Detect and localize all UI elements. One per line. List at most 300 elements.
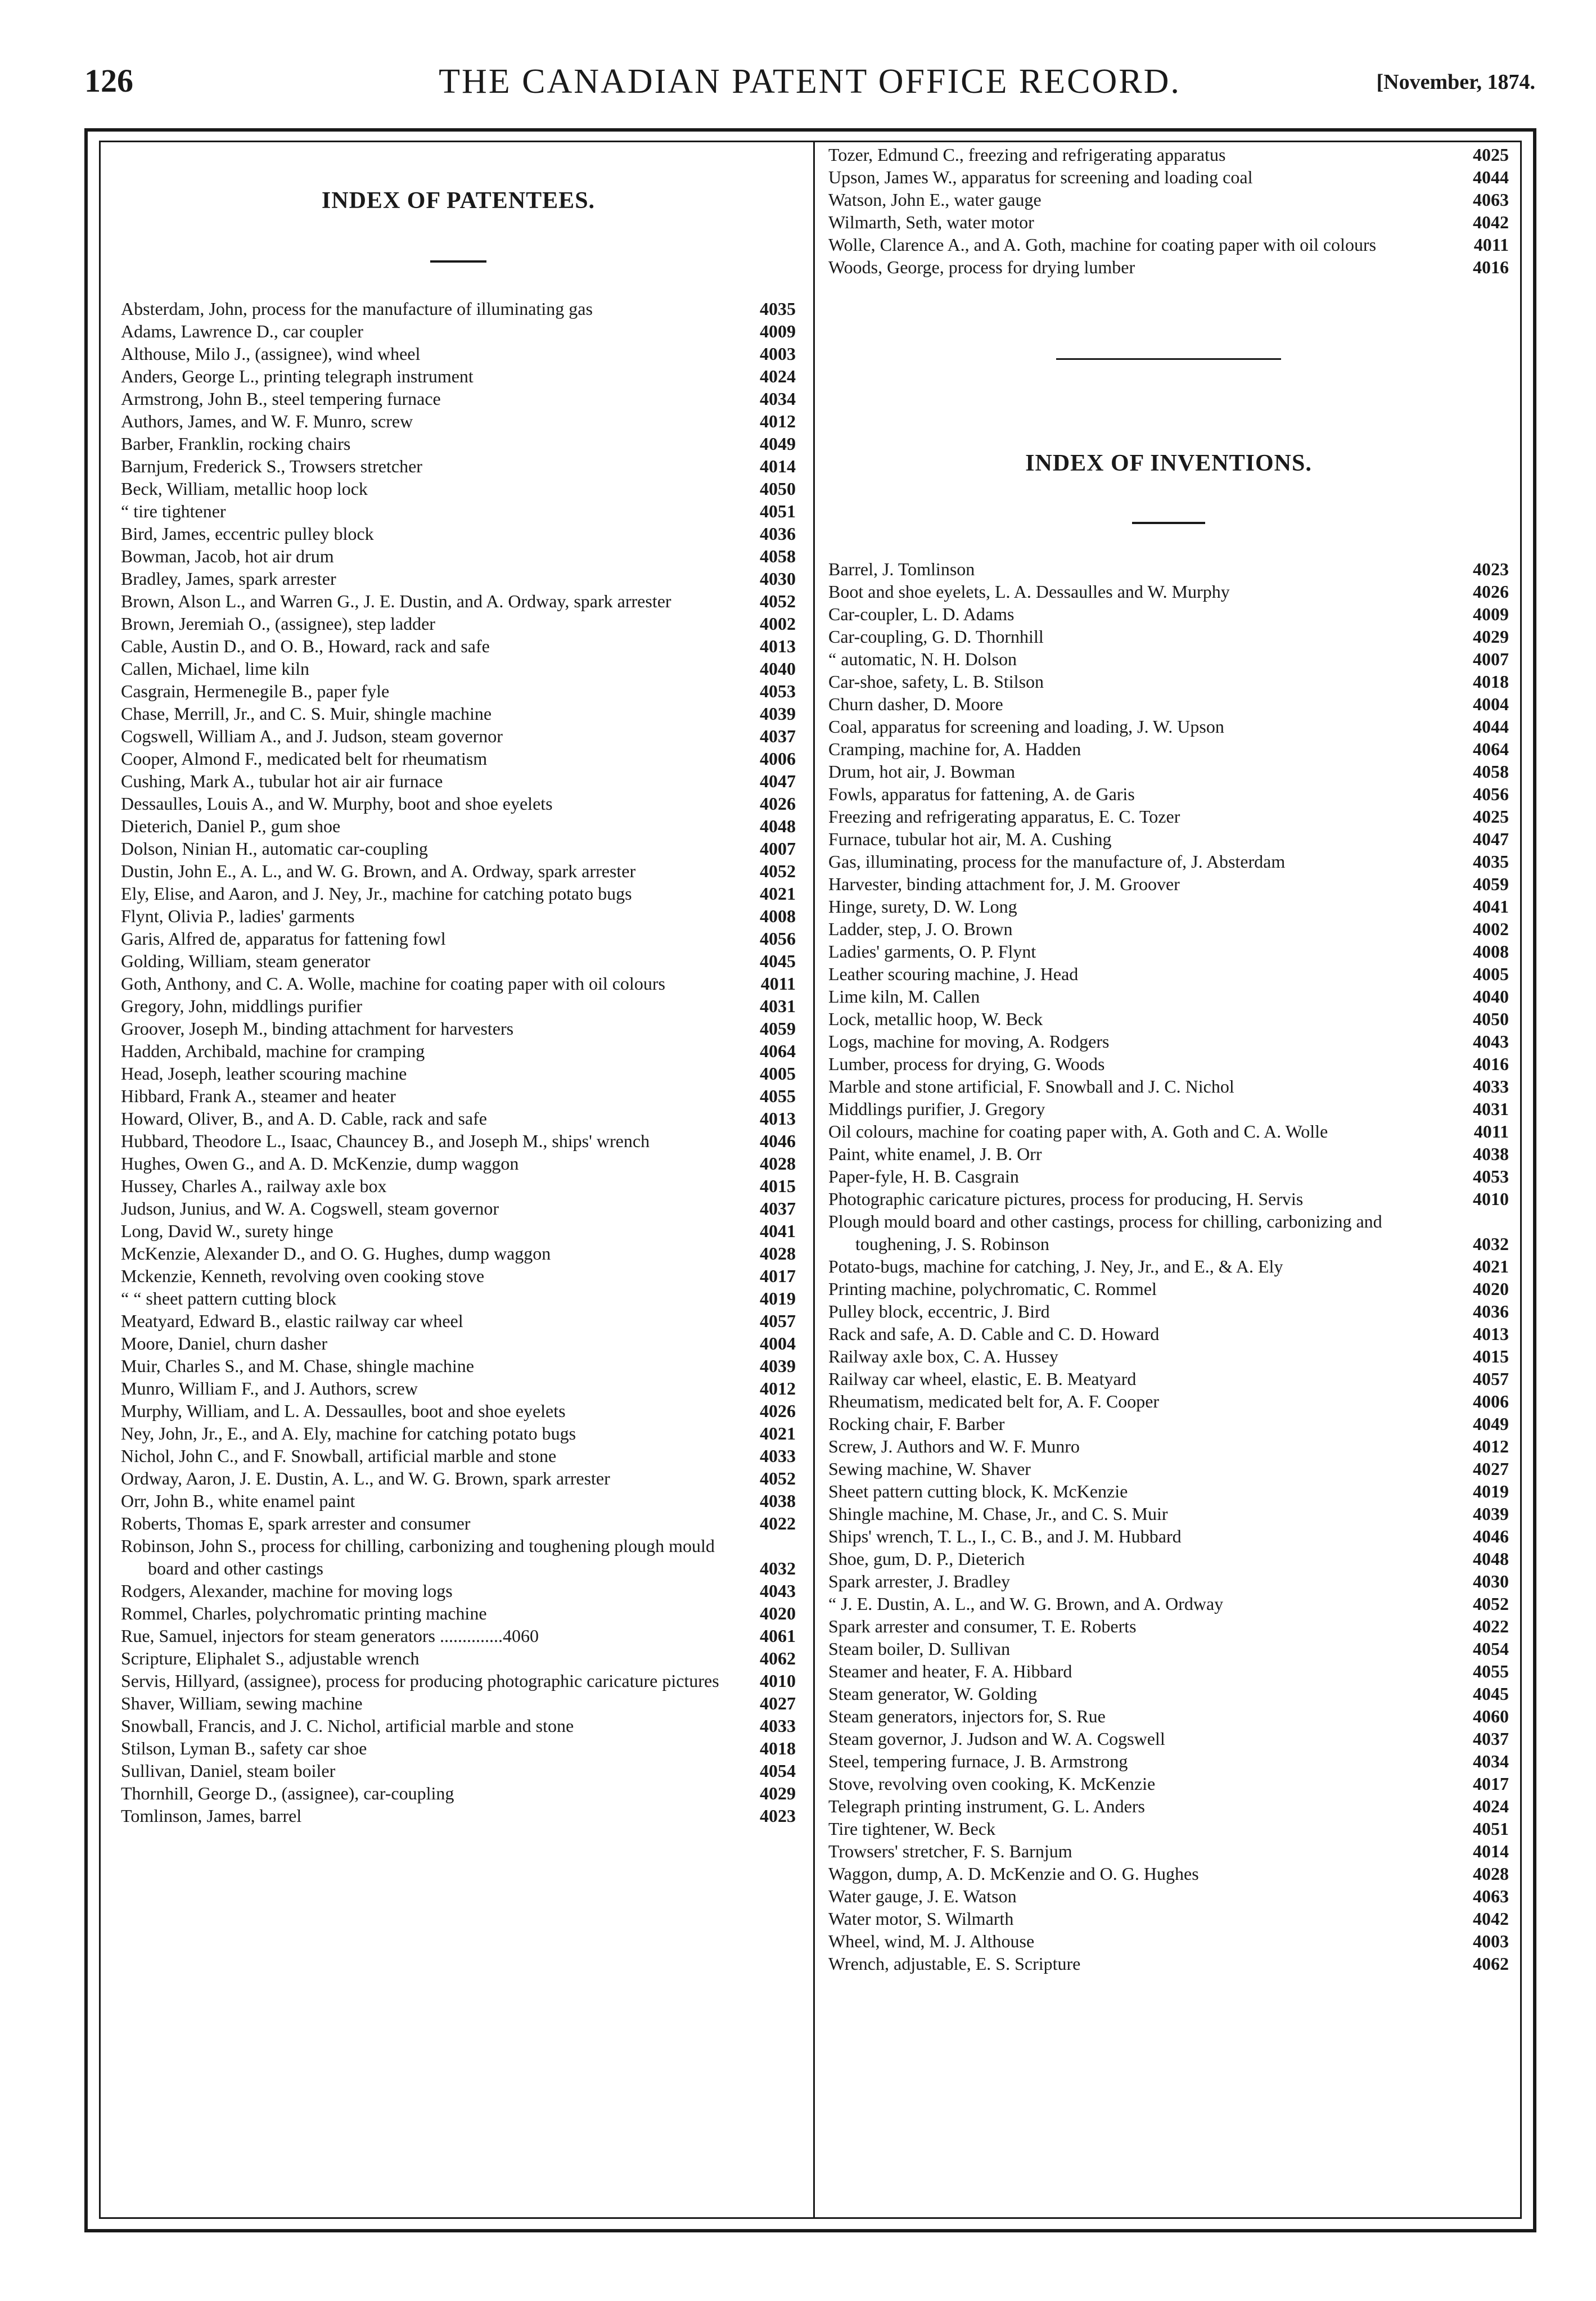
index-entry [121, 455, 796, 477]
entry-text: Munro, William F., and J. Authors, screw [121, 1378, 418, 1398]
index-entry [828, 1907, 1509, 1930]
entry-number: 4037 [760, 726, 796, 746]
index-entry [121, 1490, 796, 1512]
entry-text: Water motor, S. Wilmarth [828, 1909, 1014, 1929]
entry-number: 4023 [1473, 559, 1509, 579]
index-entry [828, 1503, 1509, 1525]
entry-number: 4031 [1473, 1099, 1509, 1119]
index-entry [828, 1390, 1509, 1413]
entry-text: Watson, John E., water gauge [828, 190, 1042, 210]
entry-number: 4030 [1473, 1571, 1509, 1591]
entry-number: 4022 [760, 1513, 796, 1533]
entry-text: Tomlinson, James, barrel [121, 1806, 302, 1826]
entry-number: 4053 [1473, 1166, 1509, 1186]
entry-number: 4058 [760, 546, 796, 566]
index-entry [828, 648, 1509, 670]
inventions-list [828, 558, 1509, 1975]
entry-text: Steam generator, W. Golding [828, 1684, 1038, 1704]
entry-text: Screw, J. Authors and W. F. Munro [828, 1436, 1080, 1456]
entry-text: Hibbard, Frank A., steamer and heater [121, 1086, 396, 1106]
entry-text: Rheumatism, medicated belt for, A. F. Cooper [828, 1391, 1160, 1411]
index-entry [121, 1602, 796, 1625]
index-entry [828, 233, 1509, 256]
entry-number: 4016 [1473, 1054, 1509, 1074]
index-entry [121, 972, 796, 995]
entry-text: Spark arrester and consumer, T. E. Roberts [828, 1616, 1137, 1636]
index-entry [121, 1535, 796, 1580]
entry-text: Ships' wrench, T. L., I., C. B., and J. M. Hubbard [828, 1526, 1182, 1546]
index-entry [828, 1750, 1509, 1772]
entry-text: Steam governor, J. Judson and W. A. Cogswell [828, 1729, 1165, 1749]
entry-text: Callen, Michael, lime kiln [121, 658, 310, 679]
index-entry [121, 1242, 796, 1265]
entry-text: Althouse, Milo J., (assignee), wind wheel [121, 344, 421, 364]
index-entry [828, 1120, 1509, 1143]
entry-text: Tozer, Edmund C., freezing and refrigerating apparatus [828, 145, 1226, 165]
entry-text: Barrel, J. Tomlinson [828, 559, 975, 579]
entry-number: 4036 [1473, 1301, 1509, 1321]
entry-text: Anders, George L., printing telegraph instrument [121, 366, 474, 386]
entry-number: 4024 [1473, 1796, 1509, 1816]
entry-number: 4032 [760, 1558, 796, 1578]
index-entry [828, 1210, 1509, 1255]
entry-text: “ automatic, N. H. Dolson [828, 649, 1017, 669]
entry-text: Dessaulles, Louis A., and W. Murphy, boot and shoe eyelets [121, 793, 553, 814]
entry-text: Rack and safe, A. D. Cable and C. D. Howard [828, 1324, 1160, 1344]
title-dash [430, 260, 486, 263]
right-column [828, 142, 1509, 1975]
entry-text: Stilson, Lyman B., safety car shoe [121, 1738, 367, 1758]
entry-text: Dustin, John E., A. L., and W. G. Brown, and A. Ordway, spark arrester [121, 861, 636, 881]
entry-number: 4034 [1473, 1751, 1509, 1771]
entry-number: 4039 [760, 1356, 796, 1376]
entry-number: 4044 [1473, 716, 1509, 737]
section-rule [1056, 358, 1281, 360]
entry-number: 4010 [760, 1671, 796, 1691]
entry-text: Steam boiler, D. Sullivan [828, 1639, 1011, 1659]
page-number: 126 [84, 62, 133, 99]
entry-number: 4037 [760, 1198, 796, 1219]
entry-number: 4017 [760, 1266, 796, 1286]
entry-text: Brown, Alson L., and Warren G., J. E. Dustin, and A. Ordway, spark arrester [121, 591, 671, 611]
entry-number: 4021 [1473, 1256, 1509, 1276]
index-entry [121, 657, 796, 680]
index-entry [828, 1840, 1509, 1862]
index-entry [121, 1085, 796, 1107]
index-entry [121, 1175, 796, 1197]
entry-text: Goth, Anthony, and C. A. Wolle, machine for coating paper with oil colours [121, 973, 665, 994]
index-entry [121, 1062, 796, 1085]
entry-text: Groover, Joseph M., binding attachment for harvesters [121, 1018, 514, 1039]
entry-text: Rodgers, Alexander, machine for moving logs [121, 1581, 453, 1601]
index-entry [121, 837, 796, 860]
index-entry [828, 1323, 1509, 1345]
entry-number: 4020 [760, 1603, 796, 1623]
entry-text: Bradley, James, spark arrester [121, 569, 336, 589]
entry-text: Middlings purifier, J. Gregory [828, 1099, 1045, 1119]
entry-text: Ladies' garments, O. P. Flynt [828, 941, 1036, 962]
entry-number: 4040 [760, 658, 796, 679]
index-entry [121, 1107, 796, 1130]
entry-number: 4048 [760, 816, 796, 836]
index-entry [121, 477, 796, 500]
entry-text: Cushing, Mark A., tubular hot air air furnace [121, 771, 443, 791]
entry-text: Coal, apparatus for screening and loading, J. W. Upson [828, 716, 1224, 737]
entry-text: Marble and stone artificial, F. Snowball and J. C. Nichol [828, 1076, 1234, 1097]
entry-number: 4054 [1473, 1639, 1509, 1659]
entry-text: Hinge, surety, D. W. Long [828, 896, 1017, 917]
index-entry [121, 1580, 796, 1602]
entry-number: 4019 [760, 1288, 796, 1309]
index-entry [828, 211, 1509, 233]
entry-number: 4024 [760, 366, 796, 386]
entry-number: 4007 [760, 838, 796, 859]
entry-text: Car-shoe, safety, L. B. Stilson [828, 671, 1044, 692]
index-entry [828, 1300, 1509, 1323]
entry-text: Railway axle box, C. A. Hussey [828, 1346, 1058, 1366]
index-entry [121, 995, 796, 1017]
index-entry [828, 940, 1509, 963]
index-entry [828, 1053, 1509, 1075]
index-entry [121, 725, 796, 747]
index-entry [828, 580, 1509, 603]
entry-number: 4022 [1473, 1616, 1509, 1636]
index-entry [828, 1592, 1509, 1615]
entry-number: 4056 [1473, 784, 1509, 804]
entry-text: Boot and shoe eyelets, L. A. Dessaulles and W. Murphy [828, 581, 1230, 602]
left-column [121, 142, 796, 1827]
entry-number: 4005 [1473, 964, 1509, 984]
entry-number: 4063 [1473, 1886, 1509, 1906]
entry-number: 4052 [1473, 1594, 1509, 1614]
entry-number: 4060 [1473, 1706, 1509, 1726]
entry-number: 4049 [1473, 1414, 1509, 1434]
entry-number: 4050 [1473, 1009, 1509, 1029]
index-entry [828, 1075, 1509, 1098]
entry-number: 4002 [1473, 919, 1509, 939]
entry-number: 4034 [760, 389, 796, 409]
inventions-title: INDEX OF INVENTIONS. [1025, 450, 1312, 476]
index-entry [121, 1422, 796, 1445]
entry-number: 4047 [760, 771, 796, 791]
entry-number: 4021 [760, 1423, 796, 1443]
entry-number: 4028 [760, 1243, 796, 1264]
entry-text: Paint, white enamel, J. B. Orr [828, 1144, 1042, 1164]
index-entry [121, 1017, 796, 1040]
index-entry [121, 590, 796, 612]
entry-number: 4033 [760, 1446, 796, 1466]
entry-text: Roberts, Thomas E, spark arrester and consumer [121, 1513, 471, 1533]
entry-text: Trowsers' stretcher, F. S. Barnjum [828, 1841, 1072, 1861]
index-entry [828, 603, 1509, 625]
entry-text: Armstrong, John B., steel tempering furnace [121, 389, 441, 409]
index-entry [828, 1952, 1509, 1975]
entry-number: 4055 [760, 1086, 796, 1106]
entry-text: Judson, Junius, and W. A. Cogswell, steam governor [121, 1198, 499, 1219]
index-entry [121, 522, 796, 545]
patentees-continued-list [828, 143, 1509, 278]
entry-number: 4033 [1473, 1076, 1509, 1097]
entry-text: Ordway, Aaron, J. E. Dustin, A. L., and W. G. Brown, spark arrester [121, 1468, 610, 1488]
index-entry [828, 760, 1509, 783]
index-entry [828, 625, 1509, 648]
entry-number: 4015 [1473, 1346, 1509, 1366]
entry-text: Sullivan, Daniel, steam boiler [121, 1761, 336, 1781]
entry-text: Orr, John B., white enamel paint [121, 1491, 355, 1511]
entry-text: Long, David W., surety hinge [121, 1221, 333, 1241]
entry-text: Ely, Elise, and Aaron, and J. Ney, Jr., machine for catching potato bugs [121, 883, 632, 904]
index-entry [121, 1737, 796, 1759]
index-entry [121, 1220, 796, 1242]
index-entry [121, 1197, 796, 1220]
entry-number: 4041 [1473, 896, 1509, 917]
entry-number: 4031 [760, 996, 796, 1016]
entry-number: 4003 [1473, 1931, 1509, 1951]
entry-text: Oil colours, machine for coating paper with, A. Goth and C. A. Wolle [828, 1121, 1328, 1142]
entry-number: 4017 [1473, 1774, 1509, 1794]
entry-text: Casgrain, Hermenegile B., paper fyle [121, 681, 390, 701]
index-entry [828, 558, 1509, 580]
entry-number: 4011 [1473, 1121, 1509, 1142]
entry-text: Stove, revolving oven cooking, K. McKenzie [828, 1774, 1156, 1794]
entry-number: 4015 [760, 1176, 796, 1196]
entry-text: Hadden, Archibald, machine for cramping [121, 1041, 425, 1061]
entry-number: 4039 [760, 703, 796, 724]
entry-text: Bowman, Jacob, hot air drum [121, 546, 334, 566]
entry-text: Cooper, Almond F., medicated belt for rheumatism [121, 748, 488, 769]
entry-number: 4035 [1473, 851, 1509, 872]
entry-text: Chase, Merrill, Jr., and C. S. Muir, shingle machine [121, 703, 492, 724]
index-entry [121, 297, 796, 320]
entry-number: 4026 [760, 1401, 796, 1421]
entry-number: 4035 [760, 299, 796, 319]
index-entry [828, 1795, 1509, 1817]
entry-number: 4052 [760, 861, 796, 881]
entry-text: Barnjum, Frederick S., Trowsers stretcher [121, 456, 422, 476]
entry-number: 4058 [1473, 761, 1509, 782]
entry-number: 4057 [1473, 1369, 1509, 1389]
entry-number: 4048 [1473, 1549, 1509, 1569]
index-entry [828, 188, 1509, 211]
entry-text: Plough mould board and other castings, process for chilling, carbonizing and toughening, J. S. Robinson [828, 1211, 1382, 1254]
entry-text: “ J. E. Dustin, A. L., and W. G. Brown, and A. Ordway [828, 1594, 1224, 1614]
column-divider [813, 142, 815, 2217]
issue-date: [November, 1874. [1376, 70, 1535, 94]
entry-text: Head, Joseph, leather scouring machine [121, 1063, 407, 1084]
entry-text: Railway car wheel, elastic, E. B. Meatyard [828, 1369, 1137, 1389]
entry-number: 4040 [1473, 986, 1509, 1007]
index-entry [121, 1400, 796, 1422]
entry-number: 4012 [1473, 1436, 1509, 1456]
index-entry [828, 166, 1509, 188]
index-entry [828, 1143, 1509, 1165]
entry-text: Cable, Austin D., and O. B., Howard, rack and safe [121, 636, 490, 656]
index-entry [828, 1637, 1509, 1660]
entry-number: 4057 [760, 1311, 796, 1331]
entry-number: 4051 [760, 501, 796, 521]
index-entry [121, 365, 796, 387]
entry-text: Ladder, step, J. O. Brown [828, 919, 1013, 939]
entry-text: Barber, Franklin, rocking chairs [121, 434, 351, 454]
entry-number: 4014 [760, 456, 796, 476]
index-entry [121, 567, 796, 590]
index-entry [828, 805, 1509, 828]
entry-text: Pulley block, eccentric, J. Bird [828, 1301, 1050, 1321]
entry-text: Freezing and refrigerating apparatus, E. C. Tozer [828, 806, 1180, 827]
index-entry [121, 545, 796, 567]
entry-number: 4033 [760, 1716, 796, 1736]
index-entry [121, 1715, 796, 1737]
entry-text: Wheel, wind, M. J. Althouse [828, 1931, 1035, 1951]
index-entry [121, 1467, 796, 1490]
index-entry [828, 1368, 1509, 1390]
entry-text: Telegraph printing instrument, G. L. Anders [828, 1796, 1145, 1816]
entry-number: 4059 [760, 1018, 796, 1039]
index-entry [828, 1098, 1509, 1120]
index-entry [121, 387, 796, 410]
index-entry [828, 693, 1509, 715]
entry-text: Lumber, process for drying, G. Woods [828, 1054, 1105, 1074]
index-entry [828, 715, 1509, 738]
index-entry [121, 1782, 796, 1804]
entry-number: 4063 [1473, 190, 1509, 210]
entry-number: 4010 [1473, 1189, 1509, 1209]
entry-number: 4059 [1473, 874, 1509, 894]
index-entry [828, 1525, 1509, 1547]
page-frame [84, 128, 1536, 2232]
entry-text: Hughes, Owen G., and A. D. McKenzie, dump waggon [121, 1153, 519, 1174]
entry-number: 4011 [760, 973, 796, 994]
entry-text: Car-coupler, L. D. Adams [828, 604, 1015, 624]
entry-number: 4032 [1473, 1234, 1509, 1254]
entry-text: Cogswell, William A., and J. Judson, steam governor [121, 726, 503, 746]
index-entry [121, 500, 796, 522]
entry-text: Steam generators, injectors for, S. Rue [828, 1706, 1106, 1726]
index-entry [121, 1130, 796, 1152]
entry-number: 4018 [1473, 671, 1509, 692]
entry-text: Churn dasher, D. Moore [828, 694, 1003, 714]
entry-text: Golding, William, steam generator [121, 951, 371, 971]
entry-text: Photographic caricature pictures, process for producing, H. Servis [828, 1189, 1304, 1209]
entry-number: 4013 [1473, 1324, 1509, 1344]
entry-number: 4041 [760, 1221, 796, 1241]
index-entry [121, 882, 796, 905]
entry-number: 4014 [1473, 1841, 1509, 1861]
entry-number: 4013 [760, 1108, 796, 1129]
entry-number: 4011 [1473, 234, 1509, 255]
entry-text: Dolson, Ninian H., automatic car-coupling [121, 838, 428, 859]
entry-number: 4038 [1473, 1144, 1509, 1164]
entry-text: Steamer and heater, F. A. Hibbard [828, 1661, 1072, 1681]
entry-number: 4046 [1473, 1526, 1509, 1546]
index-entry [828, 1772, 1509, 1795]
entry-number: 4021 [760, 883, 796, 904]
index-entry [828, 873, 1509, 895]
entry-number: 4049 [760, 434, 796, 454]
entry-text: Rue, Samuel, injectors for steam generators ..............4060 [121, 1626, 539, 1646]
entry-text: Waggon, dump, A. D. McKenzie and O. G. Hughes [828, 1864, 1199, 1884]
index-entry [828, 850, 1509, 873]
index-entry [828, 1705, 1509, 1727]
entry-number: 4004 [760, 1333, 796, 1353]
entry-text: McKenzie, Alexander D., and O. G. Hughes, dump waggon [121, 1243, 551, 1264]
entry-text: Shaver, William, sewing machine [121, 1693, 363, 1713]
index-entry [121, 320, 796, 342]
entry-number: 4064 [760, 1041, 796, 1061]
index-entry [828, 1413, 1509, 1435]
entry-text: Woods, George, process for drying lumber [828, 257, 1135, 277]
index-entry [121, 950, 796, 972]
index-entry [828, 1188, 1509, 1210]
entry-text: Lock, metallic hoop, W. Beck [828, 1009, 1043, 1029]
index-entry [121, 860, 796, 882]
index-entry [121, 612, 796, 635]
index-entry [828, 143, 1509, 166]
entry-number: 4043 [1473, 1031, 1509, 1052]
index-entry [121, 1310, 796, 1332]
entry-text: Potato-bugs, machine for catching, J. Ney, Jr., and E., & A. Ely [828, 1256, 1283, 1276]
index-entry [121, 1332, 796, 1355]
index-entry [121, 927, 796, 950]
index-entry [121, 747, 796, 770]
entry-text: Shingle machine, M. Chase, Jr., and C. S. Muir [828, 1504, 1168, 1524]
index-entry [828, 1480, 1509, 1503]
entry-text: Howard, Oliver, B., and A. D. Cable, rack and safe [121, 1108, 487, 1129]
entry-text: Furnace, tubular hot air, M. A. Cushing [828, 829, 1112, 849]
entry-text: Paper-fyle, H. B. Casgrain [828, 1166, 1019, 1186]
entry-text: Sheet pattern cutting block, K. McKenzie [828, 1481, 1128, 1501]
index-entry [828, 1660, 1509, 1682]
entry-text: Beck, William, metallic hoop lock [121, 479, 368, 499]
entry-text: Car-coupling, G. D. Thornhill [828, 626, 1044, 647]
entry-text: Harvester, binding attachment for, J. M. Groover [828, 874, 1180, 894]
index-entry [121, 792, 796, 815]
index-entry [121, 815, 796, 837]
entry-number: 4019 [1473, 1481, 1509, 1501]
entry-text: Flynt, Olivia P., ladies' garments [121, 906, 355, 926]
entry-number: 4018 [760, 1738, 796, 1758]
entry-text: Cramping, machine for, A. Hadden [828, 739, 1081, 759]
index-entry [828, 1727, 1509, 1750]
entry-number: 4029 [1473, 626, 1509, 647]
index-entry [121, 1625, 796, 1647]
entry-text: Wilmarth, Seth, water motor [828, 212, 1034, 232]
entry-number: 4052 [760, 591, 796, 611]
entry-text: Wrench, adjustable, E. S. Scripture [828, 1953, 1081, 1974]
entry-text: “ “ sheet pattern cutting block [121, 1288, 336, 1309]
entry-text: Ney, John, Jr., E., and A. Ely, machine for catching potato bugs [121, 1423, 576, 1443]
page-header [84, 62, 1535, 112]
entry-text: Lime kiln, M. Callen [828, 986, 980, 1007]
index-entry [828, 1255, 1509, 1278]
entry-number: 4020 [1473, 1279, 1509, 1299]
index-entry [121, 770, 796, 792]
entry-text: Rocking chair, F. Barber [828, 1414, 1005, 1434]
entry-number: 4007 [1473, 649, 1509, 669]
entry-text: “ tire tightener [121, 501, 226, 521]
entry-number: 4064 [1473, 739, 1509, 759]
index-entry [121, 1377, 796, 1400]
index-entry [121, 1804, 796, 1827]
entry-number: 4043 [760, 1581, 796, 1601]
index-entry [828, 1930, 1509, 1952]
entry-number: 4025 [1473, 145, 1509, 165]
index-entry [828, 256, 1509, 278]
entry-text: Muir, Charles S., and M. Chase, shingle machine [121, 1356, 474, 1376]
entry-number: 4013 [760, 636, 796, 656]
entry-text: Hubbard, Theodore L., Isaac, Chauncey B., and Joseph M., ships' wrench [121, 1131, 650, 1151]
index-entry [121, 1647, 796, 1670]
